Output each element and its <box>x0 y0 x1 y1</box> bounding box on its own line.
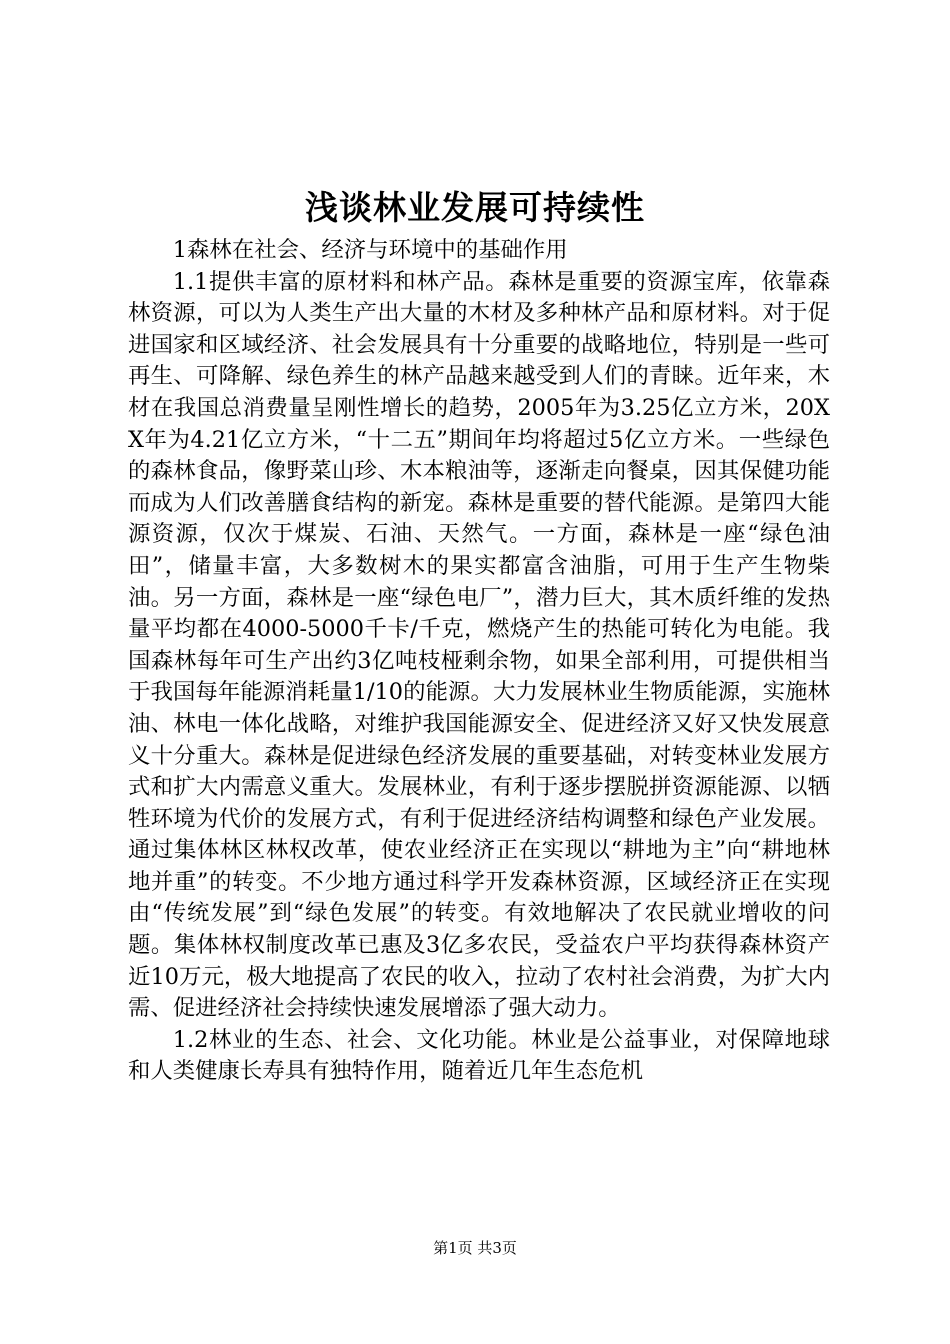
body-paragraph: 1.2林业的生态、社会、文化功能。林业是公益事业，对保障地球和人类健康长寿具有独特作用，随着近几年生态危机 <box>128 1026 830 1085</box>
section-heading: 1森林在社会、经济与环境中的基础作用 <box>172 237 568 263</box>
document-title: 浅谈林业发展可持续性 <box>305 188 645 227</box>
document-body <box>128 235 830 1088</box>
body-paragraph: 1.1提供丰富的原材料和林产品。森林是重要的资源宝库，依靠森林资源，可以为人类生产出大量的木材及多种林产品和原材料。对于促进国家和区域经济、社会发展具有十分重要的战略地位，特别是一些可再生、可降解、绿色养生的林产品越来越受到人们的青睐。近年来，木材在我国总消费量呈刚性增长的趋势，2005年为3.25亿立方米，20XX年为4.21亿立方米，“十二五”期间年均将超过5亿立方米。一些绿色的森林食品，像野菜山珍、木本粮油等，逐渐走向餐桌，因其保健功能而成为人们改善膳食结构的新宠。森林是重要的替代能源。是第四大能源资源，仅次于煤炭、石油、天然气。一方面，森林是一座“绿色油田”，储量丰富，大多数树木的果实都富含油脂，可用于生产生物柴油。另一方面，森林是一座“绿色电厂”，潜力巨大，其木质纤维的发热量平均都在4000-5000千卡/千克，燃烧产生的热能可转化为电能。我国森林每年可生产出约3亿吨枝桠剩余物，如果全部利用，可提供相当于我国每年能源消耗量1/10的能源。大力发展林业生物质能源，实施林油、林电一体化战略，对维护我国能源安全、促进经济又好又快发展意义十分重大。森林是促进绿色经济发展的重要基础，对转变林业发展方式和扩大内需意义重大。发展林业，有利于逐步摆脱拼资源能源、以牺牲环境为代价的发展方式，有利于促进经济结构调整和绿色产业发展。通过集体林区林权改革，使农业经济正在实现以“耕地为主”向“耕地林地并重”的转变。不少地方通过科学开发森林资源，区域经济正在实现由“传统发展”到“绿色发展”的转变。有效地解决了农民就业增收的问题。集体林权制度改革已惠及3亿多农民，受益农户平均获得森林资产近10万元，极大地提高了农民的收入，拉动了农村社会消费，为扩大内需、促进经济社会持续快速发展增添了强大动力。 <box>128 268 830 1022</box>
page-footer: 第1页 共3页 <box>433 1239 517 1257</box>
